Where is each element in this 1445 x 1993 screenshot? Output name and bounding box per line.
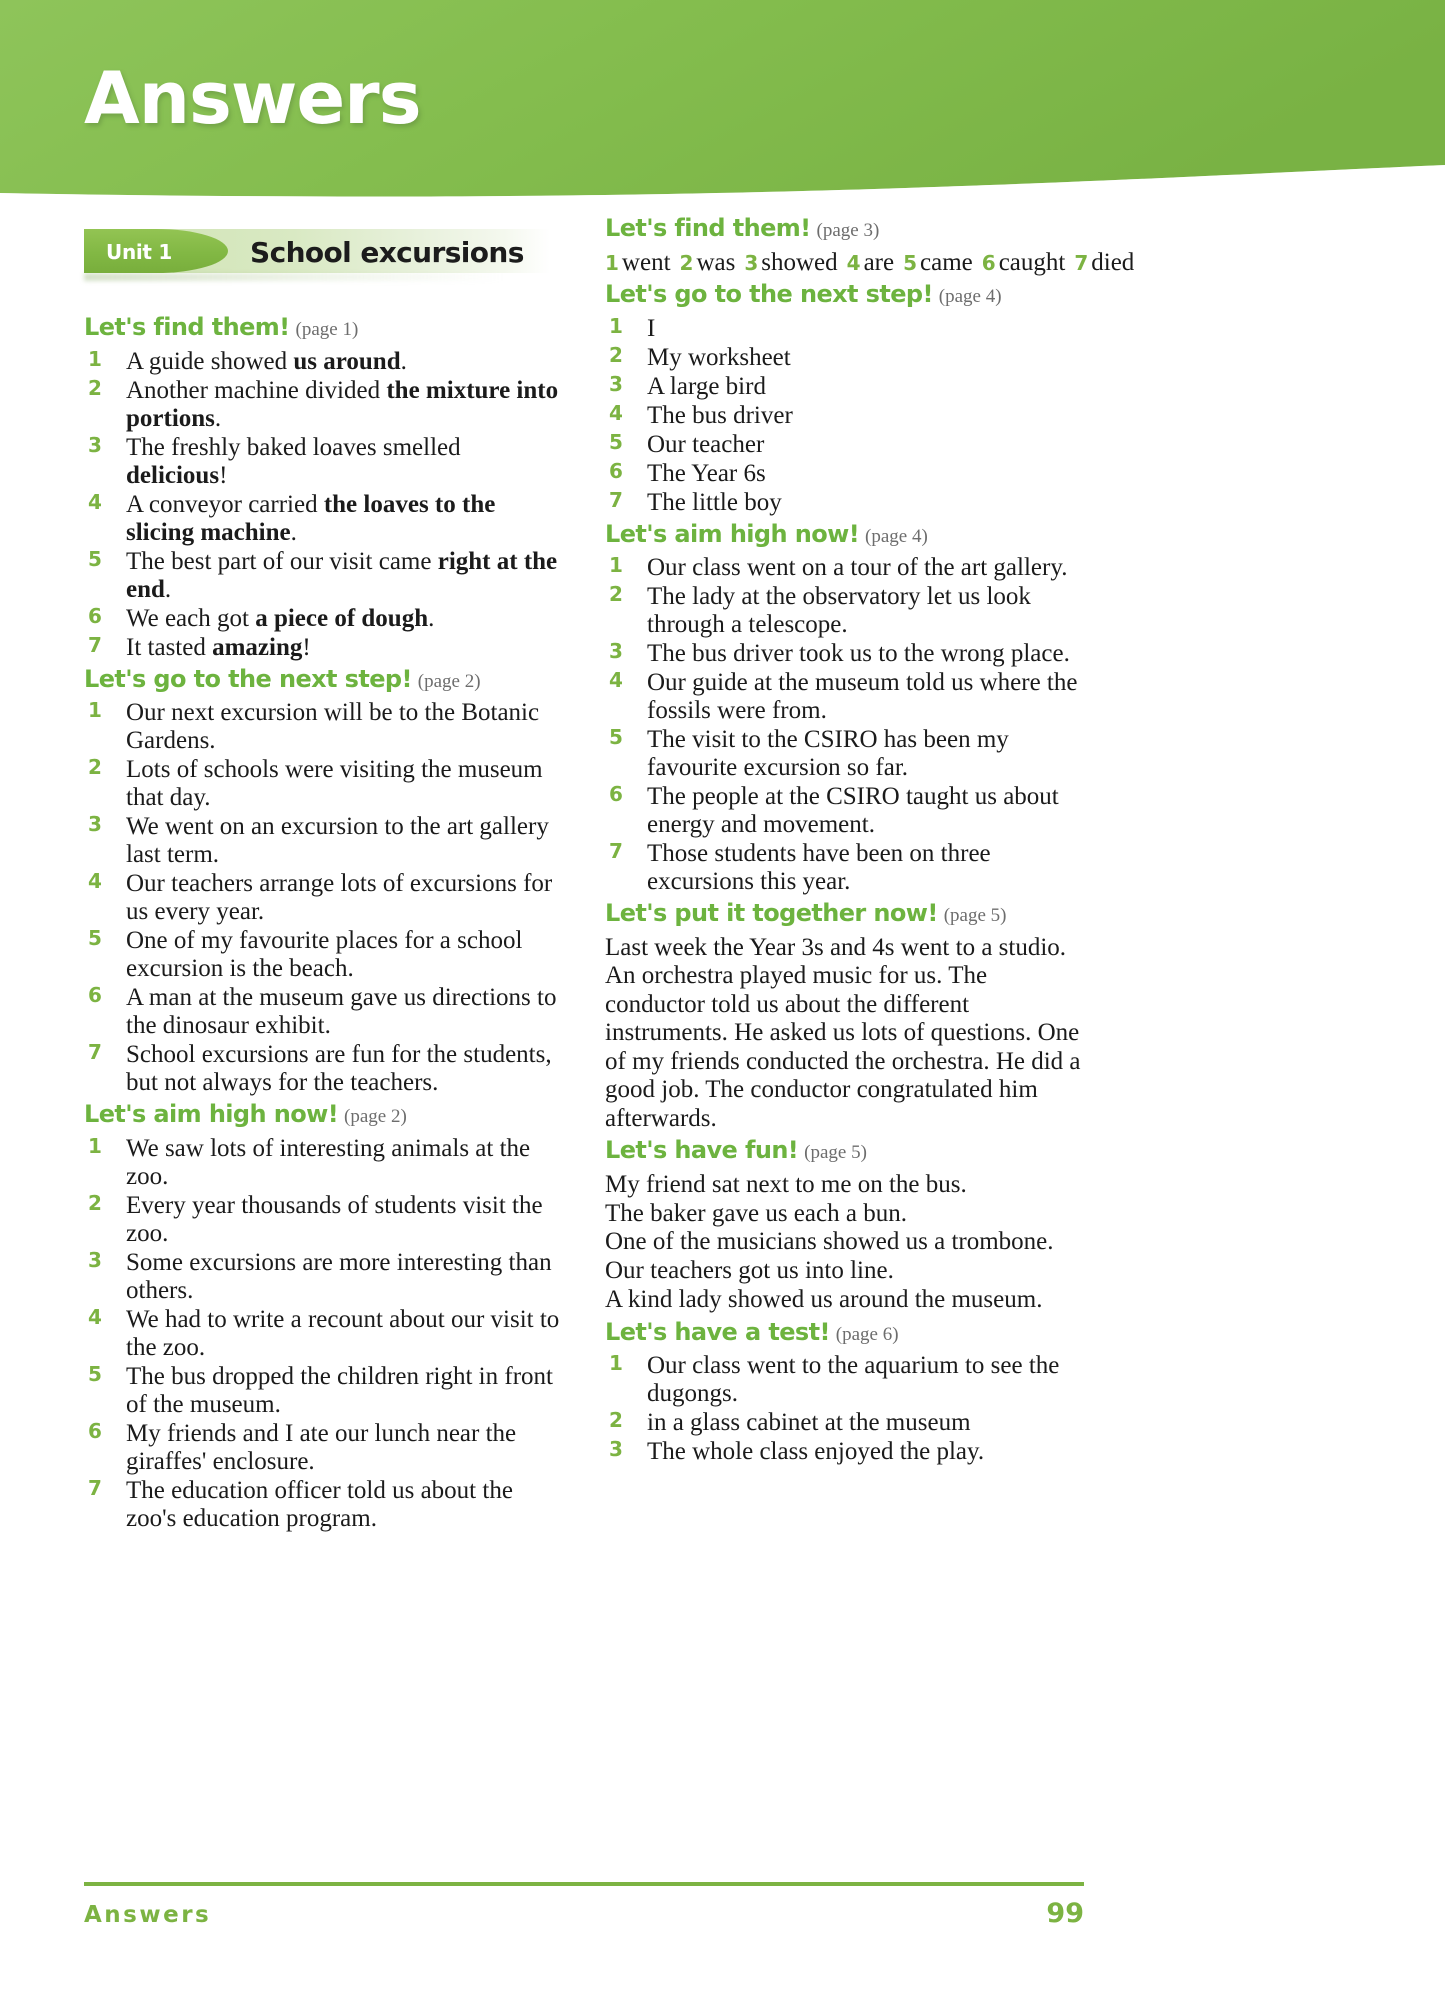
right-column	[605, 214, 1135, 1537]
answer-line-list	[605, 1171, 1083, 1315]
section-title: Let's find them!	[605, 214, 811, 242]
answer-item	[605, 431, 1083, 459]
answer-text: A large bird	[647, 372, 766, 400]
answer-number: 4	[609, 668, 623, 693]
answer-item	[84, 870, 562, 926]
answer-number: 2	[609, 1408, 623, 1433]
answer-item	[84, 605, 562, 633]
answer-number: 2	[609, 342, 623, 367]
unit-banner	[84, 229, 550, 283]
left-column	[84, 215, 562, 1537]
answer-item	[84, 434, 562, 490]
answer-item	[84, 1420, 562, 1476]
section-page-reference: (page 6)	[835, 1323, 899, 1345]
answer-word: died	[1091, 248, 1135, 276]
answer-text: The people at the CSIRO taught us about energy and movement.	[647, 783, 1059, 839]
answer-item	[605, 783, 1083, 839]
section-page-reference: (page 3)	[816, 220, 880, 241]
section-page-reference: (page 5)	[804, 1142, 867, 1164]
section-heading	[605, 900, 1083, 928]
answer-item	[84, 1249, 562, 1305]
answer-text: We went on an excursion to the art gallery last term.	[126, 813, 549, 869]
answer-item	[605, 373, 1083, 401]
answer-number: 7	[609, 839, 623, 864]
answer-text: Some excursions are more interesting than others.	[126, 1248, 552, 1304]
answer-text: Those students have been on three excursions this year.	[647, 840, 991, 896]
answer-text: A guide showed us around.	[126, 347, 407, 375]
answer-item	[84, 348, 562, 376]
answer-item	[84, 813, 562, 869]
answer-line: One of the musicians showed us a trombone.	[605, 1228, 1054, 1256]
answer-text: Our teachers arrange lots of excursions for us every year.	[126, 870, 553, 926]
answer-item	[84, 548, 562, 604]
answer-list	[605, 315, 1083, 517]
answer-text: We each got a piece of dough.	[126, 604, 435, 632]
answer-text: The Year 6s	[647, 459, 766, 487]
answer-text: Our teacher	[647, 430, 765, 458]
section-title: Let's find them!	[84, 313, 290, 341]
answer-number: 1	[609, 313, 623, 338]
answer-item	[605, 840, 1083, 896]
section-page-reference: (page 4)	[938, 286, 1002, 308]
answer-text: in a glass cabinet at the museum	[647, 1409, 971, 1437]
answer-text: Our class went to the aquarium to see the dugongs.	[647, 1352, 1060, 1408]
section-title: Let's aim high now!	[84, 1100, 339, 1129]
section-title: Let's go to the next step!	[605, 280, 933, 309]
footer-page-number: 99	[1046, 1898, 1084, 1929]
unit-tab-label: Unit 1	[106, 240, 172, 264]
answer-text: A man at the museum gave us directions to the dinosaur exhibit.	[126, 984, 557, 1040]
answer-list	[84, 699, 562, 1097]
answer-word: was	[696, 248, 736, 276]
answer-paragraph: Last week the Year 3s and 4s went to a studio. An orchestra played music for us. The conductor told us about the different instruments. He asked us lots of questions. One of my friends conducted the orchestra. He did a good job. The conductor congratulated him afterwards.	[605, 933, 1081, 1132]
answer-item	[605, 1409, 1083, 1437]
answer-word: are	[863, 248, 895, 276]
two-column-layout	[84, 214, 1135, 1537]
unit-name: School excursions	[250, 236, 524, 269]
section-heading	[605, 1137, 1083, 1165]
page-title: Answers	[84, 56, 421, 140]
answer-section	[605, 521, 1083, 897]
section-heading	[605, 215, 1083, 243]
answer-number: 5	[88, 926, 102, 951]
answer-number: 2	[88, 375, 102, 400]
section-title: Let's put it together now!	[605, 899, 938, 928]
answer-number: 4	[88, 1304, 102, 1329]
section-heading	[84, 314, 562, 342]
left-column-sections	[84, 314, 562, 1533]
answer-text: Every year thousands of students visit the zoo.	[126, 1191, 543, 1247]
answer-item	[605, 1438, 1083, 1466]
answer-list	[605, 554, 1083, 896]
answer-list	[84, 1135, 562, 1533]
answer-section	[84, 1101, 562, 1533]
answer-item	[84, 927, 562, 983]
answer-item	[84, 984, 562, 1040]
answer-list	[84, 348, 562, 662]
answer-number: 6	[981, 250, 996, 275]
answer-line: A kind lady showed us around the museum.	[605, 1285, 1043, 1313]
answer-item	[605, 460, 1083, 488]
answer-number: 6	[609, 782, 623, 807]
answer-item	[605, 315, 1083, 343]
answer-item	[84, 1041, 562, 1097]
answer-text: School excursions are fun for the students, but not always for the teachers.	[126, 1041, 552, 1097]
answer-item	[84, 1306, 562, 1362]
answer-number: 7	[609, 487, 623, 512]
answer-item	[84, 756, 562, 812]
section-heading	[605, 521, 1083, 549]
answer-item	[605, 583, 1083, 639]
answer-text: Lots of schools were visiting the museum that day.	[126, 756, 543, 812]
answer-text: Another machine divided the mixture into portions.	[126, 376, 559, 432]
answer-text: The freshly baked loaves smelled delicious!	[126, 433, 461, 489]
section-page-reference: (page 2)	[344, 1106, 407, 1128]
section-title: Let's aim high now!	[605, 519, 860, 548]
answer-text: The bus driver	[647, 401, 793, 429]
answer-number: 3	[609, 1437, 623, 1462]
answer-number: 5	[903, 250, 918, 275]
answer-text: Our class went on a tour of the art gallery.	[647, 554, 1068, 582]
unit-banner-shadow	[84, 273, 504, 281]
section-page-reference: (page 2)	[417, 670, 481, 692]
answer-text: The whole class enjoyed the play.	[647, 1438, 985, 1466]
answer-text: The best part of our visit came right at the end.	[126, 547, 558, 603]
answer-number: 3	[744, 250, 759, 275]
answer-item	[84, 1135, 562, 1191]
answer-number: 1	[88, 1133, 102, 1158]
answer-section	[605, 1319, 1083, 1467]
answer-text: We had to write a recount about our visit to the zoo.	[126, 1305, 560, 1361]
answer-number: 7	[88, 1040, 102, 1065]
answer-list	[605, 1352, 1083, 1466]
right-column-sections	[605, 214, 1135, 1466]
answer-number: 4	[609, 400, 623, 425]
answer-section	[605, 281, 1083, 517]
answer-number: 4	[88, 489, 102, 514]
answer-number: 3	[609, 371, 623, 396]
answer-number: 2	[88, 1190, 102, 1215]
answer-item	[605, 489, 1083, 517]
section-page-reference: (page 5)	[943, 905, 1007, 927]
section-page-reference: (page 4)	[865, 525, 928, 547]
answer-number: 1	[88, 346, 102, 371]
answer-item	[84, 1363, 562, 1419]
answer-text: The bus driver took us to the wrong place.	[647, 640, 1070, 668]
page-header-banner	[0, 0, 1445, 215]
answer-word: went	[621, 248, 671, 276]
answer-section	[605, 1137, 1083, 1314]
answer-number: 5	[88, 1361, 102, 1386]
answer-text: The bus dropped the children right in front of the museum.	[126, 1362, 553, 1418]
section-title: Let's have a test!	[605, 1317, 830, 1346]
answer-number: 6	[88, 1418, 102, 1443]
answer-word: showed	[761, 248, 838, 276]
answer-number: 4	[88, 869, 102, 894]
answer-number: 1	[605, 250, 619, 275]
answer-number: 6	[609, 458, 623, 483]
answer-item	[605, 669, 1083, 725]
answer-item	[605, 554, 1083, 582]
answer-text: The lady at the observatory let us look through a telescope.	[647, 583, 1031, 639]
answer-item	[605, 640, 1083, 668]
answer-text: My friends and I ate our lunch near the giraffes' enclosure.	[126, 1419, 517, 1475]
answer-item	[605, 344, 1083, 372]
answer-number: 6	[88, 983, 102, 1008]
answer-number: 2	[88, 755, 102, 780]
section-heading	[605, 281, 1083, 309]
answer-line: Our teachers got us into line.	[605, 1257, 894, 1285]
section-title: Let's go to the next step!	[84, 664, 412, 693]
answer-number: 3	[88, 432, 102, 457]
answer-item	[84, 699, 562, 755]
section-heading	[84, 666, 562, 694]
footer-label: Answers	[84, 1902, 212, 1928]
answer-number: 6	[88, 603, 102, 628]
footer-divider	[84, 1882, 1084, 1886]
answer-item	[605, 402, 1083, 430]
answer-text: Our next excursion will be to the Botanic Gardens.	[126, 699, 540, 755]
answer-item	[84, 377, 562, 433]
answer-number: 7	[1074, 250, 1089, 275]
answer-number: 1	[609, 1351, 623, 1376]
section-heading	[84, 1101, 562, 1129]
answer-text: The education officer told us about the zoo's education program.	[126, 1476, 513, 1532]
answer-number: 3	[88, 1247, 102, 1272]
answer-number: 3	[88, 812, 102, 837]
page-footer	[84, 1882, 1084, 1929]
answer-line: The baker gave us each a bun.	[605, 1199, 907, 1227]
answer-text: A conveyor carried the loaves to the slicing machine.	[126, 490, 496, 546]
answer-section	[605, 900, 1083, 1133]
answer-section	[84, 666, 562, 1098]
answer-number: 7	[88, 632, 102, 657]
answer-number: 5	[609, 429, 623, 454]
answer-number: 5	[609, 725, 623, 750]
answer-item	[84, 634, 562, 662]
section-title: Let's have fun!	[605, 1136, 799, 1165]
answer-number: 1	[609, 553, 623, 578]
answer-item	[84, 1477, 562, 1533]
answer-number: 4	[846, 250, 861, 275]
answer-item	[605, 726, 1083, 782]
answer-number: 1	[88, 698, 102, 723]
answer-number: 3	[609, 639, 623, 664]
answer-text: Our guide at the museum told us where the fossils were from.	[647, 669, 1078, 725]
answer-number: 2	[609, 582, 623, 607]
answer-section	[605, 214, 1135, 277]
answer-text: It tasted amazing!	[126, 633, 311, 661]
answer-word: came	[920, 248, 973, 276]
answer-line: My friend sat next to me on the bus.	[605, 1170, 967, 1198]
answer-section	[84, 314, 562, 662]
answer-item	[605, 1352, 1083, 1408]
section-page-reference: (page 1)	[295, 319, 359, 340]
answer-text: I	[647, 314, 656, 342]
answer-item	[84, 491, 562, 547]
answer-text: The little boy	[647, 488, 782, 516]
answer-inline-run	[605, 248, 1135, 278]
answer-word: caught	[998, 248, 1066, 276]
answer-text: We saw lots of interesting animals at the zoo.	[126, 1134, 531, 1190]
answer-item	[84, 1192, 562, 1248]
answer-number: 2	[679, 250, 694, 275]
answer-text: The visit to the CSIRO has been my favourite excursion so far.	[647, 726, 1009, 782]
answer-number: 5	[88, 546, 102, 571]
answer-number: 7	[88, 1475, 102, 1500]
footer-row	[84, 1898, 1084, 1929]
answer-text: One of my favourite places for a school excursion is the beach.	[126, 927, 523, 983]
section-heading	[605, 1319, 1083, 1347]
answer-text: My worksheet	[647, 343, 791, 371]
